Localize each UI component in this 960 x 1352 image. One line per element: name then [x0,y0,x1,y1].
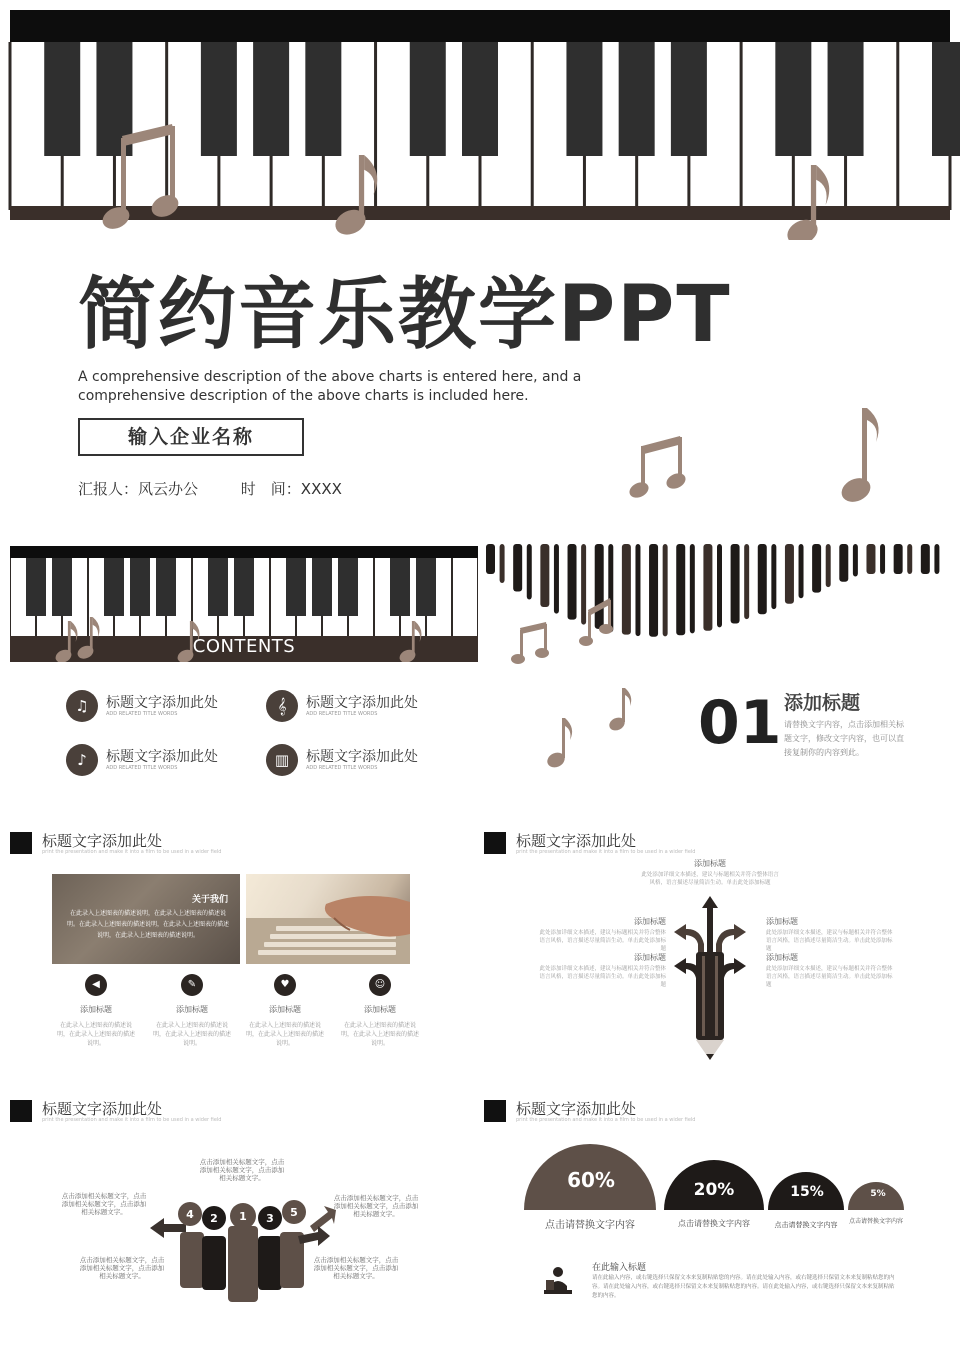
beamed-note-icon [511,622,549,664]
about-column-1 [57,974,135,1048]
about-slide [10,832,480,1087]
white-key-divider [896,42,899,210]
hanging-key [758,544,767,614]
arrow-label: 添加标题 [634,917,666,926]
hanging-key [812,544,821,593]
arrow-text: 此处添加详细文本描述，建议与标题相关并符合整体语言风格，语言描述尽量简洁生动。单击此处添加标题 [539,966,666,988]
white-key-divider [451,558,453,642]
left-arrow-icon: ◀ [85,974,107,996]
pencil-icon: ✎ [181,974,203,996]
about-photo-overlay [52,874,240,964]
piano-keys-icon: ▥ [266,744,298,776]
black-key [253,42,289,156]
section-number: 01 [698,688,782,758]
hanging-key [799,544,804,598]
piano-keyboard-banner [0,0,960,240]
arrow-right-block-2 [766,954,896,989]
eighth-note-icon [838,402,888,508]
slide-title: 标题文字添加此处 [42,832,163,850]
hanging-key [853,544,858,577]
title-marker [484,832,506,854]
hanging-key [568,544,577,620]
black-key [671,42,707,156]
reporter-name: 汇报人：风云办公 [78,480,199,498]
hanging-key [907,544,912,574]
bottom-title: 在此输入标题 [592,1263,647,1273]
arrow-text: 此处添加详细文本描述，建议与标题相关并符合整体语言风格，语言描述尽量简洁生动。单击此处添加标题 [641,872,779,886]
shield-icon: ♥ [274,974,296,996]
hanging-key [744,544,749,619]
arrow-label: 添加标题 [694,859,726,868]
hanging-key [703,544,712,631]
people-slide [10,1100,480,1352]
company-name-box[interactable]: 输入企业名称 [78,418,304,456]
black-key [234,558,254,616]
toc-item-title: 标题文字添加此处 [306,695,418,711]
column-text: 在此录入上述图表的描述说明，在此录入上述图表的描述说明。 [57,1022,136,1047]
column-label: 添加标题 [364,1005,396,1014]
about-text: 在此录入上述图表的描述说明，在此录入上述图表的描述说明。在此录入上述图表的描述说明，在此录入上述图表的描述说明，在此录入上述图表的描述说明。 [66,910,229,939]
percent-label-2: 点击请替换文字内容 [678,1219,750,1228]
black-key [932,42,960,156]
hanging-key [554,544,559,614]
title-marker [10,832,32,854]
hanging-key [826,544,831,587]
eighth-note-icon [331,155,377,239]
toc-item-title: 标题文字添加此处 [306,749,418,765]
smile-icon: ☺ [369,974,391,996]
title-marker [484,1100,506,1122]
hanging-key [581,544,586,625]
black-key [26,558,46,616]
hanging-keys-banner [484,544,950,674]
hanging-key [894,544,903,574]
person-number: 1 [239,1210,247,1223]
black-key [462,42,498,156]
hanging-key [880,544,885,574]
toc-item-subtitle: ADD RELATED TITLE WORDS [106,765,178,771]
column-text: 在此录入上述图表的描述说明，在此录入上述图表的描述说明。 [341,1022,420,1047]
arrow-text: 此处添加详细文本描述，建议与标题相关并符合整体语言风格，语言描述尽量简洁生动。单击此处添加标题 [766,966,893,988]
cover-title: 简约音乐教学PPT [78,270,732,360]
hanging-key [622,544,631,635]
toc-item-subtitle: ADD RELATED TITLE WORDS [306,765,378,771]
arrow-label: 添加标题 [766,953,798,962]
people-text-right-top: 点击添加相关标题文字，点击添加相关标题文字，点击添加相关标题文字。 [333,1194,419,1218]
percent-label-4: 点击请替换文字内容 [848,1218,903,1225]
arrow-text: 此处添加详细文本描述，建议与标题相关并符合整体语言风格，语言描述尽量简洁生动。单击此处添加标题 [539,930,666,952]
white-key-divider [269,558,271,642]
percent-slide [484,1100,954,1352]
presenter-icon [540,1266,576,1296]
arrow-label: 添加标题 [766,917,798,926]
black-key [619,42,655,156]
hanging-key [649,544,658,637]
column-label: 添加标题 [176,1005,208,1014]
toc-item-4[interactable] [266,744,466,784]
percent-value-2: 20% [693,1180,735,1200]
music-note-icon: ♫ [66,690,98,722]
beamed-note-icon [628,430,690,502]
slide-subtitle: print the presentation and make it into a film to be used in a wider field [42,849,222,855]
black-key [566,42,602,156]
white-key-divider [477,558,478,642]
people-text-top: 点击添加相关标题文字，点击添加相关标题文字，点击添加相关标题文字。 [199,1158,285,1182]
team-people-graphic [150,1196,350,1308]
column-label: 添加标题 [269,1005,301,1014]
slide-title: 标题文字添加此处 [42,1100,163,1118]
white-key-divider [87,558,89,642]
person-number: 4 [186,1208,194,1221]
section-slide [484,540,950,795]
toc-item-title: 标题文字添加此处 [106,695,218,711]
hanging-key [595,544,604,629]
person-number: 3 [266,1212,274,1225]
toc-item-subtitle: ADD RELATED TITLE WORDS [106,711,178,717]
column-label: 添加标题 [80,1005,112,1014]
hanging-key [921,544,930,574]
black-key [312,558,332,616]
slide-subtitle: print the presentation and make it into a film to be used in a wider field [516,849,696,855]
reporter-line [78,478,380,499]
percent-label-1: 点击请替换文字内容 [545,1220,635,1231]
arrow-left-block-2 [536,954,666,989]
contents-label: CONTENTS [192,636,296,657]
arrows-slide [484,832,954,1087]
person-number: 2 [210,1212,218,1225]
hanging-key [866,544,875,574]
hanging-key [934,544,939,574]
people-text-right-bottom: 点击添加相关标题文字，点击添加相关标题文字，点击添加相关标题文字。 [313,1256,399,1280]
hanging-key [540,544,549,607]
hanging-key [731,544,740,624]
arrow-top-block [640,860,780,887]
black-key [130,558,150,616]
section-title: 添加标题 [784,692,861,714]
hanging-key [663,544,668,636]
slide-subtitle: print the presentation and make it into a film to be used in a wider field [42,1117,222,1123]
about-column-2 [153,974,231,1048]
hanging-key [839,544,848,582]
percent-value-3: 15% [790,1184,824,1200]
white-key-divider [740,42,743,210]
people-text-left-top: 点击添加相关标题文字，点击添加相关标题文字，点击添加相关标题文字。 [61,1192,147,1216]
keyboard-typing-photo [246,874,410,964]
toc-item-title: 标题文字添加此处 [106,749,218,765]
about-title: 关于我们 [191,895,228,905]
black-key [156,558,176,616]
hanging-key [771,544,776,609]
percent-value-4: 5% [870,1189,886,1199]
column-text: 在此录入上述图表的描述说明，在此录入上述图表的描述说明。 [246,1022,325,1047]
toc-item-subtitle: ADD RELATED TITLE WORDS [306,711,378,717]
black-key [305,42,341,156]
hanging-key [717,544,722,627]
toc-item-1[interactable] [66,690,266,730]
arrow-label: 添加标题 [634,953,666,962]
black-key [52,558,72,616]
arrow-text: 此处添加详细文本描述，建议与标题相关并符合整体语言风格，语言描述尽量简洁生动。单击此处添加标题 [766,930,893,952]
black-key [338,558,358,616]
hanging-key [635,544,640,636]
about-column-3 [246,974,324,1048]
black-key [208,558,228,616]
hanging-key [785,544,794,604]
hanging-key [676,544,685,635]
hanging-key [690,544,695,633]
column-text: 在此录入上述图表的描述说明，在此录入上述图表的描述说明。 [153,1022,232,1047]
eighth-note-icon [542,716,578,770]
arrow-right-block-1 [766,918,896,953]
contents-slide [0,540,480,795]
black-key [775,42,811,156]
black-key [828,42,864,156]
percent-label-3: 点击请替换文字内容 [774,1221,838,1229]
toc-item-3[interactable] [66,744,266,784]
toc-item-2[interactable] [266,690,466,730]
black-key [390,558,410,616]
treble-clef-icon: 𝄞 [266,690,298,722]
black-key [410,42,446,156]
black-key [286,558,306,616]
title-marker [10,1100,32,1122]
piano-base-bar [10,206,950,220]
hanging-key [527,544,532,600]
eighth-note-icon [606,686,636,734]
about-column-4 [341,974,419,1048]
slide-subtitle: print the presentation and make it into a film to be used in a wider field [516,1117,696,1123]
piano-top-bar [10,546,478,558]
report-time: 时 间：XXXX [240,480,342,498]
hanging-key [486,544,495,574]
people-text-left-bottom: 点击添加相关标题文字，点击添加相关标题文字，点击添加相关标题文字。 [79,1256,165,1280]
cover-slide [0,0,960,530]
section-description: 请替换文字内容，点击添加相关标题文字，修改文字内容，也可以直接复制你的内容到此。 [784,720,904,757]
white-key-divider [10,558,11,642]
hanging-key [500,544,505,583]
percent-value-1: 60% [567,1168,615,1192]
slide-title: 标题文字添加此处 [516,832,637,850]
person-number: 5 [290,1206,298,1219]
black-key [44,42,80,156]
cover-description: A comprehensive description of the above charts is entered here, and a comprehensive description of the above charts is included here. [78,369,582,404]
bottom-text: 请在此输入内容，或右键选择只保留文本来复制粘贴您的内容。请在此处输入内容，或右键选择只保留文本来复制粘贴您的内容。请在此处输入内容，或右键选择只保留文本来复制粘贴您的内容。请在此处输入内容，或右键选择只保留文本来复制粘贴您的内容。 [592,1275,895,1299]
white-key-divider [373,558,375,642]
pencil-arrows-graphic [670,892,750,1062]
hanging-key [513,544,522,592]
black-key [201,42,237,156]
white-key-divider [531,42,534,210]
slide-title: 标题文字添加此处 [516,1100,637,1118]
piano-top-bar [10,10,950,42]
white-key-divider [9,42,12,210]
eighth-note-icon [783,165,829,240]
black-key [416,558,436,616]
arrow-left-block-1 [536,918,666,953]
black-key [104,558,124,616]
music-note-icon: ♪ [66,744,98,776]
